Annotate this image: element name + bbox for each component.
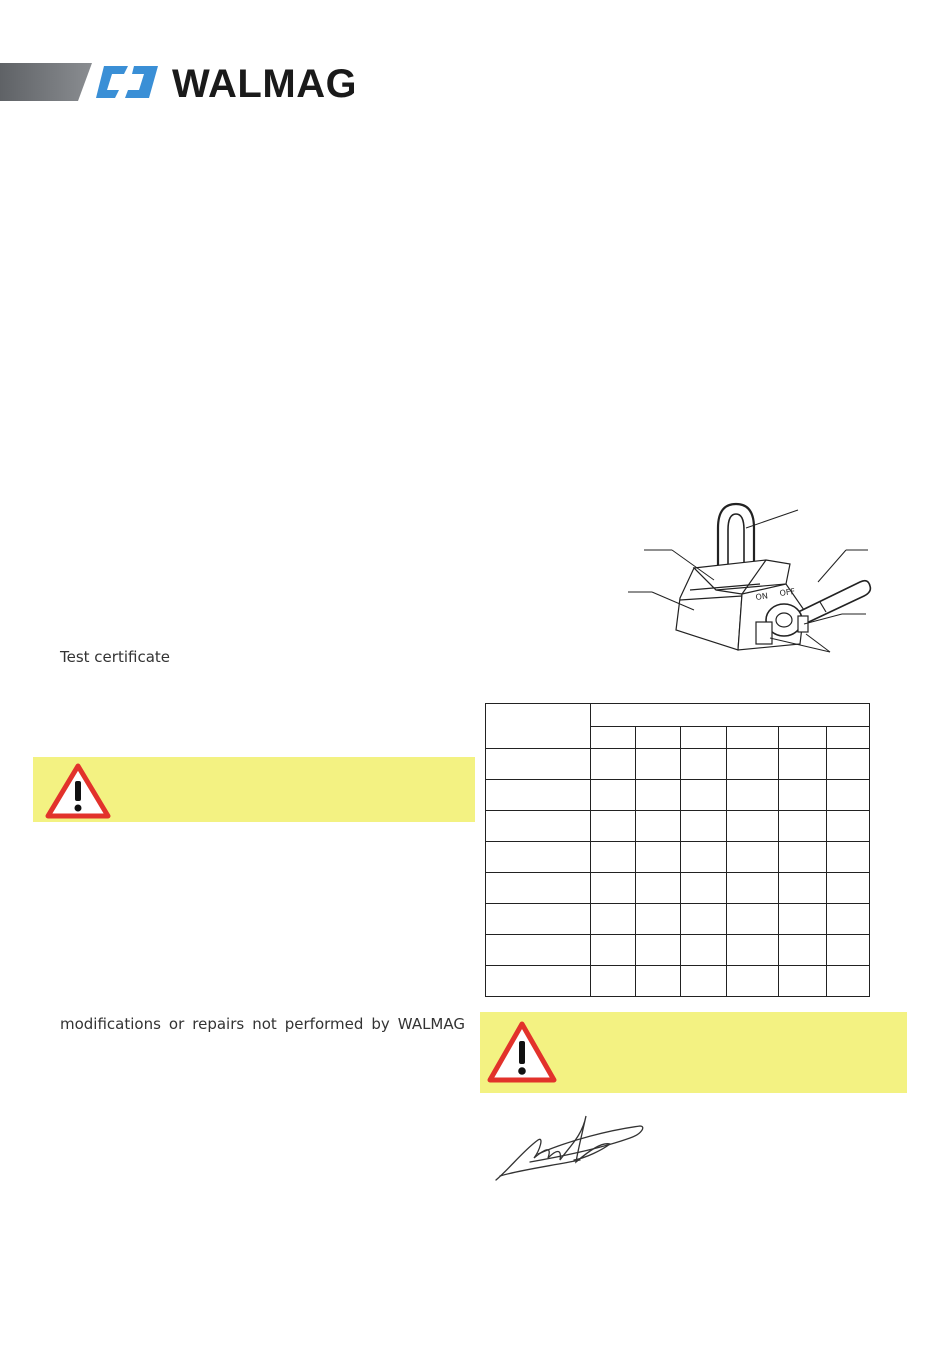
table-header-row	[486, 704, 870, 727]
table-cell	[636, 780, 681, 811]
table-cell	[636, 904, 681, 935]
table-cell	[636, 873, 681, 904]
table-cell	[779, 811, 827, 842]
test-certificate-label: Test certificate	[60, 648, 170, 666]
table-cell	[779, 780, 827, 811]
table-row	[486, 935, 870, 966]
table-cell	[681, 966, 727, 997]
table-cell	[727, 935, 779, 966]
data-table	[485, 703, 870, 997]
magnet-diagram	[620, 498, 880, 668]
table-cell	[827, 904, 870, 935]
table-cell	[681, 935, 727, 966]
table-cell	[636, 842, 681, 873]
table-cell	[486, 811, 591, 842]
table-cell	[681, 780, 727, 811]
table-cell	[727, 873, 779, 904]
table-row	[486, 811, 870, 842]
table-header-cell	[636, 727, 681, 749]
table-cell	[636, 966, 681, 997]
table-cell	[827, 780, 870, 811]
warning-triangle-icon	[486, 1020, 558, 1084]
table-cell	[681, 904, 727, 935]
table-header-cell	[727, 727, 779, 749]
table-header-cell	[681, 727, 727, 749]
table-cell	[779, 749, 827, 780]
table-header-cell	[827, 727, 870, 749]
table-cell	[827, 842, 870, 873]
table-cell	[591, 749, 636, 780]
table-cell	[727, 842, 779, 873]
table-cell	[486, 966, 591, 997]
table-cell	[779, 935, 827, 966]
table-cell	[727, 749, 779, 780]
table-cell	[681, 811, 727, 842]
table-cell	[486, 749, 591, 780]
table-cell	[636, 811, 681, 842]
table-cell	[727, 811, 779, 842]
table-cell	[486, 935, 591, 966]
off-label: OFF	[779, 586, 796, 598]
table-cell	[827, 935, 870, 966]
table-header-cell	[486, 704, 591, 749]
table-row	[486, 749, 870, 780]
table-row	[486, 780, 870, 811]
signature	[490, 1110, 650, 1185]
table-cell	[591, 811, 636, 842]
table-header-cell	[591, 727, 636, 749]
table-cell	[591, 842, 636, 873]
table-row	[486, 966, 870, 997]
table-cell	[779, 873, 827, 904]
table-cell	[727, 966, 779, 997]
table-cell	[486, 780, 591, 811]
walmag-logo-icon	[96, 66, 158, 98]
table-cell	[636, 935, 681, 966]
warning-triangle-icon	[45, 763, 111, 819]
table-cell	[727, 904, 779, 935]
table-row	[486, 904, 870, 935]
warning-box	[33, 757, 475, 822]
table-header-cell	[779, 727, 827, 749]
table-cell	[779, 904, 827, 935]
table-cell	[779, 842, 827, 873]
table-cell	[727, 780, 779, 811]
table-cell	[591, 873, 636, 904]
table-cell	[591, 935, 636, 966]
table-cell	[827, 811, 870, 842]
table-cell	[591, 966, 636, 997]
table-cell	[486, 873, 591, 904]
table-cell	[827, 749, 870, 780]
brand-name: WALMAG	[172, 62, 354, 102]
modifications-text: modifications or repairs not performed by WALMAG	[60, 1015, 465, 1033]
table-cell	[827, 966, 870, 997]
table-cell	[681, 749, 727, 780]
table-cell	[486, 904, 591, 935]
table-cell	[779, 966, 827, 997]
table-cell	[486, 842, 591, 873]
table-row	[486, 842, 870, 873]
table-row	[486, 873, 870, 904]
table-cell	[681, 873, 727, 904]
table-cell	[591, 780, 636, 811]
table-header-cell	[591, 704, 870, 727]
warning-box	[480, 1012, 907, 1093]
table-cell	[591, 904, 636, 935]
table-cell	[827, 873, 870, 904]
table-cell	[636, 749, 681, 780]
on-label: ON	[755, 591, 769, 602]
table-cell	[681, 842, 727, 873]
walmag-logo	[94, 62, 354, 102]
